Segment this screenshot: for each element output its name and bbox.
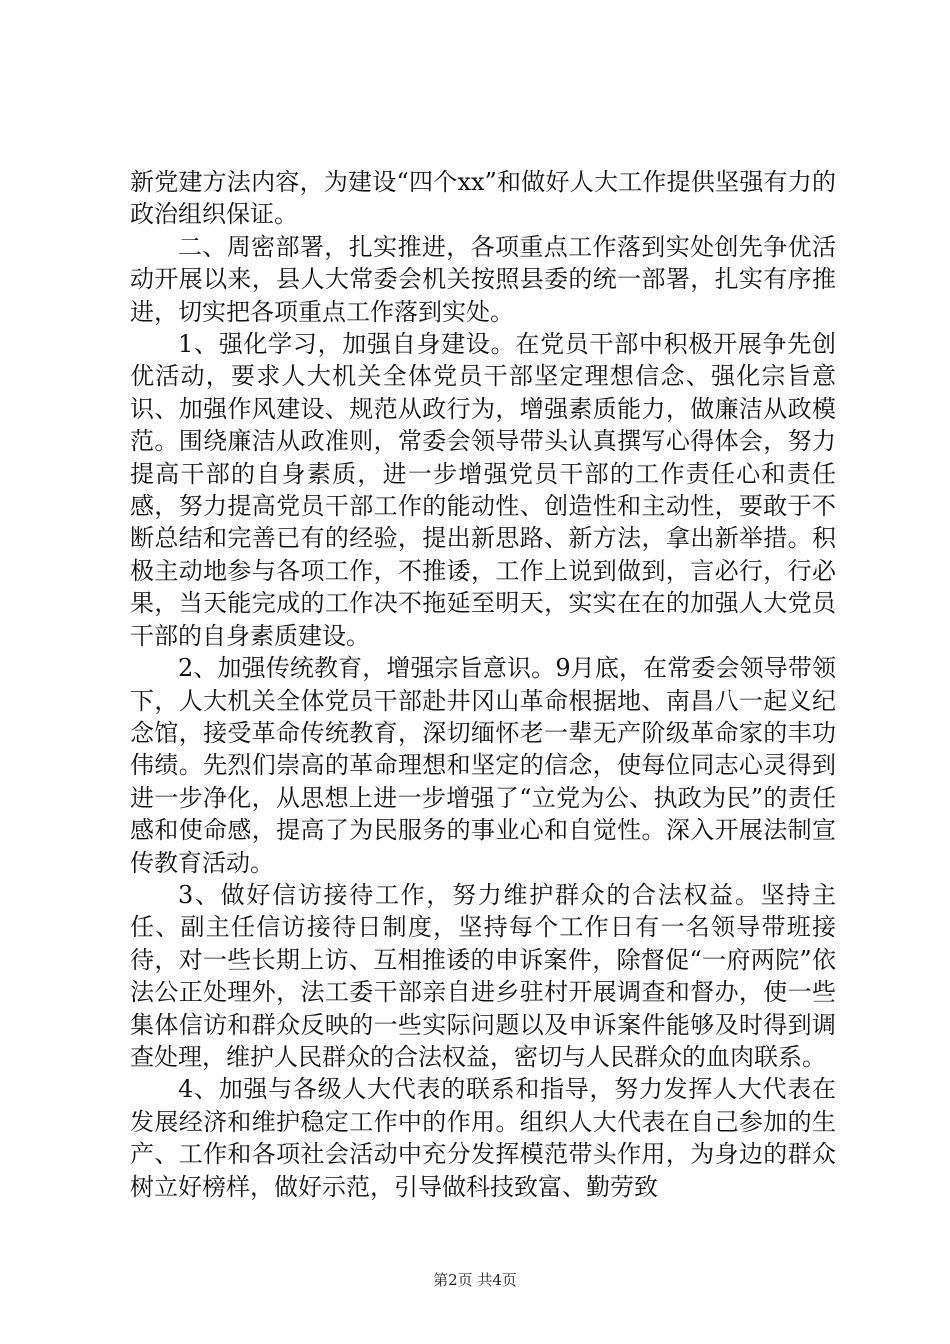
document-body: [130, 166, 836, 1203]
paragraph-section-two: 二、周密部署，扎实推进，各项重点工作落到实处创先争优活动开展以来，县人大常委会机关按照县委的统一部署，扎实有序推进，切实把各项重点工作落到实处。: [130, 232, 836, 326]
page-number-footer: 第2页 共4页: [433, 1271, 517, 1289]
paragraph-item-2: 2、加强传统教育，增强宗旨意识。9月底，在常委会领导带领下，人大机关全体党员干部赴井冈山革命根据地、南昌八一起义纪念馆，接受革命传统教育，深切缅怀老一辈无产阶级革命家的丰功伟绩。先烈们崇高的革命理想和坚定的信念，使每位同志心灵得到进一步净化，从思想上进一步增强了“立党为公、执政为民”的责任感和使命感，提高了为民服务的事业心和自觉性。深入开展法制宣传教育活动。: [130, 654, 836, 877]
paragraph-item-3: 3、做好信访接待工作，努力维护群众的合法权益。坚持主任、副主任信访接待日制度，坚持每个工作日有一名领导带班接待，对一些长期上访、互相推诿的申诉案件，除督促“一府两院”依法公正处理外，法工委干部亲自进乡驻村开展调查和督办，使一些集体信访和群众反映的一些实际问题以及申诉案件能够及时得到调查处理，维护人民群众的合法权益，密切与人民群众的血肉联系。: [130, 880, 836, 1071]
paragraph-item-1: 1、强化学习，加强自身建设。在党员干部中积极开展争先创优活动，要求人大机关全体党员干部坚定理想信念、强化宗旨意识、加强作风建设、规范从政行为，增强素质能力，做廉洁从政模范。围绕廉洁从政准则，常委会领导带头认真撰写心得体会，努力提高干部的自身素质，进一步增强党员干部的工作责任心和责任感，努力提高党员干部工作的能动性、创造性和主动性，要敢于不断总结和完善已有的经验，提出新思路、新方法，拿出新举措。积极主动地参与各项工作，不推诿，工作上说到做到，言必行，行必果，当天能完成的工作决不拖延至明天，实实在在的加强人大党员干部的自身素质建设。: [130, 330, 836, 650]
paragraph-continuation: 新党建方法内容，为建设“四个xx”和做好人大工作提供坚强有力的政治组织保证。: [130, 168, 836, 229]
paragraph-item-4: 4、加强与各级人大代表的联系和指导，努力发挥人大代表在发展经济和维护稳定工作中的作用。组织人大代表在自己参加的生产、工作和各项社会活动中充分发挥模范带头作用，为身边的群众树立好榜样，做好示范，引导做科技致富、勤劳致: [130, 1075, 836, 1201]
